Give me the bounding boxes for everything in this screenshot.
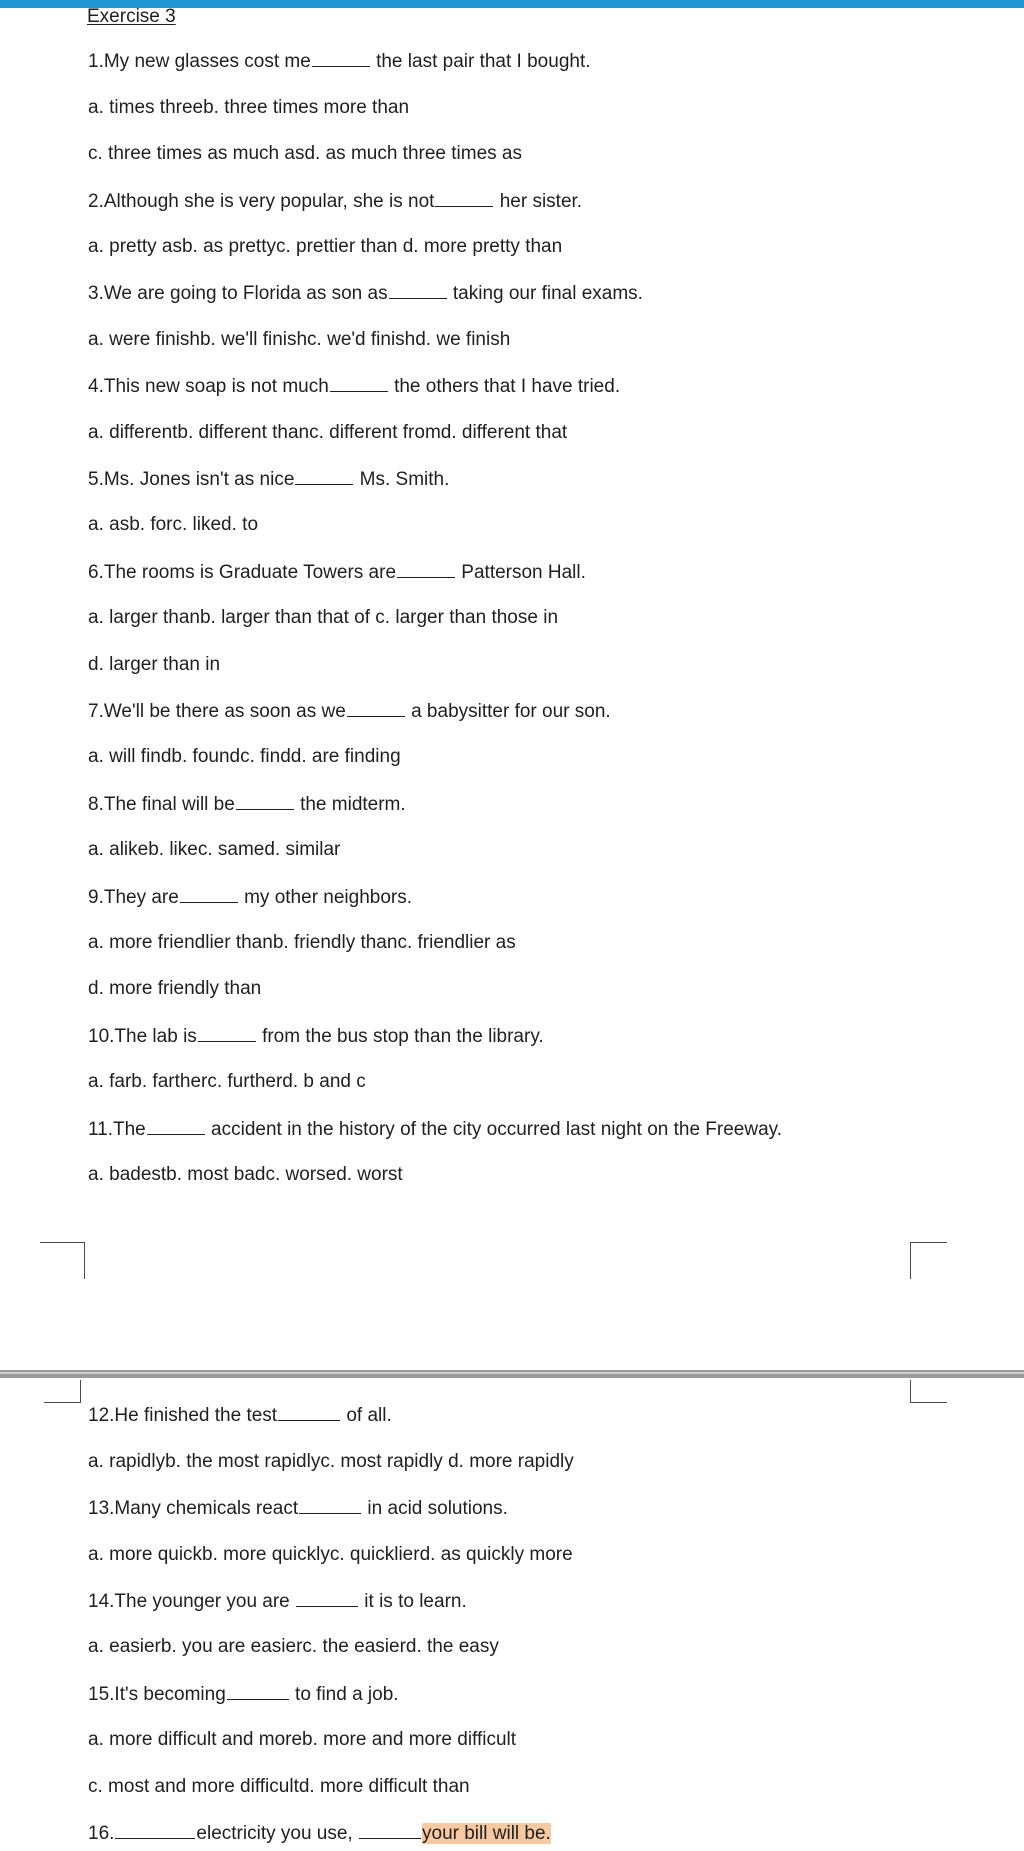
question-11: 11.The accident in the history of the city occurred last night on the Freeway.	[88, 1119, 783, 1140]
options-1: a. times threeb. three times more than	[88, 97, 410, 118]
answer-blank	[389, 282, 447, 299]
question-12: 12.He finished the test of all.	[88, 1405, 392, 1426]
options-9-cont: d. more friendly than	[88, 978, 262, 999]
options-5: a. asb. forc. liked. to	[88, 514, 259, 535]
options-6-cont: d. larger than in	[88, 654, 221, 675]
options-1-cont: c. three times as much asd. as much three times as	[88, 143, 523, 164]
answer-blank	[435, 190, 493, 207]
question-1: 1.My new glasses cost me the last pair that I bought.	[88, 51, 591, 72]
question-16: 16. electricity you use, your bill will be.	[88, 1823, 551, 1844]
question-14: 14.The younger you are it is to learn.	[88, 1591, 467, 1612]
page-corner-mark	[44, 1380, 81, 1403]
answer-blank	[198, 1025, 256, 1042]
options-13: a. more quickb. more quicklyc. quicklierd. as quickly more	[88, 1544, 573, 1565]
exercise-title: Exercise 3	[87, 6, 176, 27]
options-6: a. larger thanb. larger than that of c. larger than those in	[88, 607, 559, 628]
answer-blank	[397, 561, 455, 578]
options-14: a. easierb. you are easierc. the easierd. the easy	[88, 1636, 499, 1657]
question-5: 5.Ms. Jones isn't as nice Ms. Smith.	[88, 469, 450, 490]
question-6: 6.The rooms is Graduate Towers are Patterson Hall.	[88, 562, 586, 583]
answer-blank	[359, 1822, 421, 1839]
page-separator	[0, 1370, 1024, 1378]
question-13: 13.Many chemicals react in acid solutions.	[88, 1498, 508, 1519]
answer-blank	[295, 468, 353, 485]
options-9: a. more friendlier thanb. friendly thanc. friendlier as	[88, 932, 516, 953]
options-10: a. farb. fartherc. furtherd. b and c	[88, 1071, 366, 1092]
question-10: 10.The lab is from the bus stop than the library.	[88, 1026, 544, 1047]
options-7: a. will findb. foundc. findd. are finding	[88, 746, 401, 767]
page-corner-mark	[40, 1242, 85, 1279]
answer-blank	[147, 1118, 205, 1135]
question-3: 3.We are going to Florida as son as taking our final exams.	[88, 283, 643, 304]
answer-blank	[312, 50, 370, 67]
question-15: 15.It's becoming to find a job.	[88, 1684, 399, 1705]
answer-blank	[296, 1590, 358, 1607]
options-4: a. differentb. different thanc. different fromd. different that	[88, 422, 568, 443]
question-4: 4.This new soap is not much the others that I have tried.	[88, 376, 621, 397]
answer-blank	[347, 700, 405, 717]
answer-blank	[180, 886, 238, 903]
page-corner-mark	[910, 1242, 947, 1279]
question-7: 7.We'll be there as soon as we a babysitter for our son.	[88, 701, 611, 722]
answer-blank	[115, 1822, 195, 1839]
answer-blank	[236, 793, 294, 810]
options-12: a. rapidlyb. the most rapidlyc. most rapidly d. more rapidly	[88, 1451, 574, 1472]
answer-blank	[227, 1683, 289, 1700]
question-8: 8.The final will be the midterm.	[88, 794, 406, 815]
options-15: a. more difficult and moreb. more and more difficult	[88, 1729, 517, 1750]
options-11: a. badestb. most badc. worsed. worst	[88, 1164, 403, 1185]
options-2: a. pretty asb. as prettyc. prettier than d. more pretty than	[88, 236, 563, 257]
answer-blank	[299, 1497, 361, 1514]
options-8: a. alikeb. likec. samed. similar	[88, 839, 341, 860]
answer-blank	[278, 1404, 340, 1421]
page-corner-mark	[910, 1380, 947, 1403]
question-9: 9.They are my other neighbors.	[88, 887, 413, 908]
options-3: a. were finishb. we'll finishc. we'd finishd. we finish	[88, 329, 511, 350]
answer-blank	[330, 375, 388, 392]
highlighted-text: your bill will be.	[422, 1823, 551, 1844]
question-2: 2.Although she is very popular, she is not her sister.	[88, 191, 583, 212]
options-15-cont: c. most and more difficultd. more difficult than	[88, 1776, 470, 1797]
page-separator-line	[0, 1372, 1024, 1374]
